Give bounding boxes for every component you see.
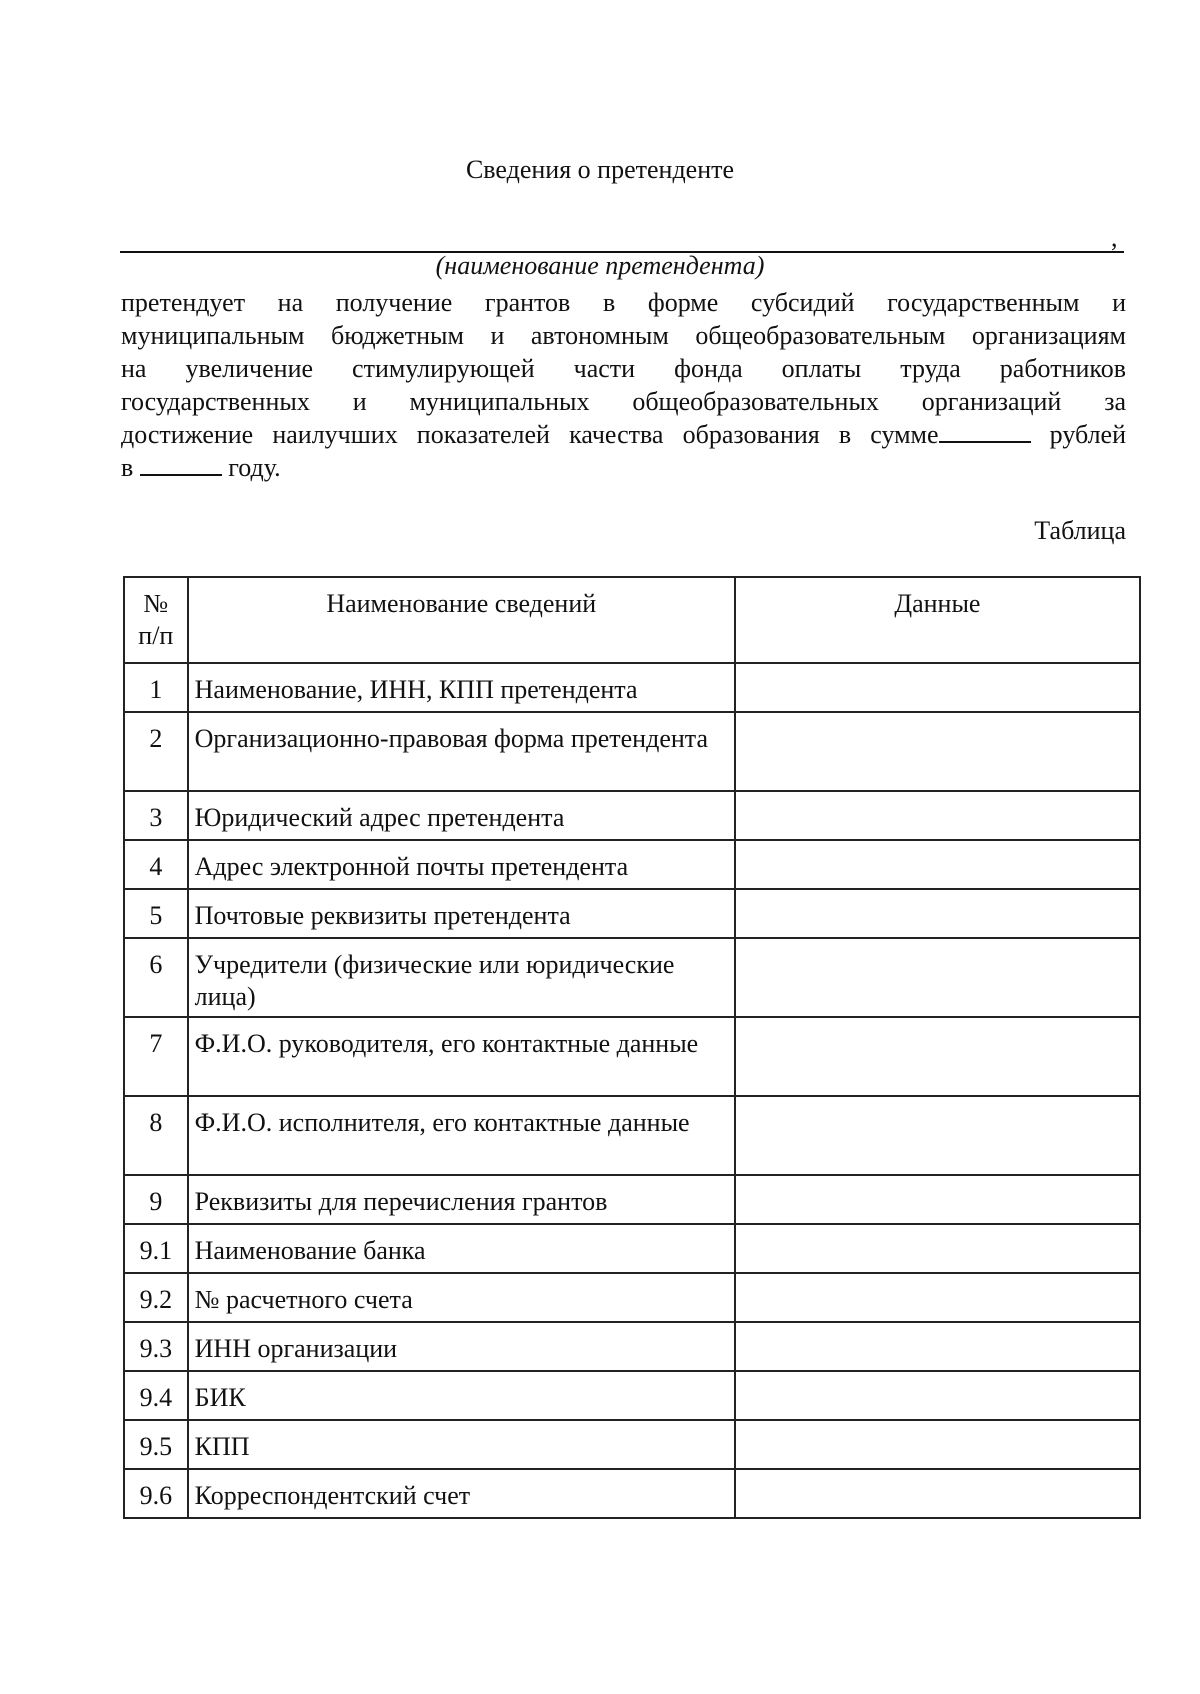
row-data-cell[interactable] [735,663,1140,712]
row-label: КПП [188,1420,735,1469]
row-number: 4 [124,840,188,889]
row-label: № расчетного счета [188,1273,735,1322]
row-data-cell[interactable] [735,1096,1140,1175]
row-data-cell[interactable] [735,1017,1140,1096]
row-number: 6 [124,938,188,1017]
row-number: 5 [124,889,188,938]
row-number: 9.2 [124,1273,188,1322]
row-data-cell[interactable] [735,1322,1140,1371]
table-row [124,712,1140,791]
body-sum-text: достижение наилучших показателей качества образования в сумме [121,420,939,449]
row-label: ИНН организации [188,1322,735,1371]
table-row [124,1322,1140,1371]
row-data-cell[interactable] [735,1420,1140,1469]
applicant-name-comma: , [1111,223,1118,252]
row-label: Реквизиты для перечисления грантов [188,1175,735,1224]
body-line: государственных и муниципальных общеобразовательных организаций за [121,387,1126,416]
body-sum-unit: рублей [1030,420,1127,449]
table-row [124,1224,1140,1273]
row-data-cell[interactable] [735,840,1140,889]
row-data-cell[interactable] [735,938,1140,1017]
row-data-cell[interactable] [735,1371,1140,1420]
row-number: 7 [124,1017,188,1096]
row-label: Ф.И.О. исполнителя, его контактные данные [188,1096,735,1175]
row-label: БИК [188,1371,735,1420]
row-number: 9.6 [124,1469,188,1518]
table-row [124,1175,1140,1224]
row-data-cell[interactable] [735,889,1140,938]
header-number-abbr: п/п [138,621,174,650]
table-row [124,1371,1140,1420]
row-number: 3 [124,791,188,840]
row-label: Ф.И.О. руководителя, его контактные данные [188,1017,735,1096]
body-line: на увеличение стимулирующей части фонда оплаты труда работников [121,354,1126,383]
row-label: Адрес электронной почты претендента [188,840,735,889]
row-label: Организационно-правовая форма претендента [188,712,735,791]
row-number: 9 [124,1175,188,1224]
header-data: Данные [735,577,1140,663]
row-label: Наименование банка [188,1224,735,1273]
row-number: 9.1 [124,1224,188,1273]
table-row [124,663,1140,712]
body-year-prefix: в [121,453,140,482]
row-data-cell[interactable] [735,1175,1140,1224]
year-blank[interactable] [140,452,222,476]
table-row [124,1273,1140,1322]
row-data-cell[interactable] [735,1469,1140,1518]
body-paragraph [121,286,1126,484]
table-header-row [124,577,1140,663]
document-title: Сведения о претенденте [465,155,735,184]
row-label: Юридический адрес претендента [188,791,735,840]
table-row [124,791,1140,840]
table-row [124,840,1140,889]
row-data-cell[interactable] [735,712,1140,791]
body-year-suffix: году. [221,453,281,482]
table-row [124,1096,1140,1175]
row-label: Корреспондентский счет [188,1469,735,1518]
row-data-cell[interactable] [735,1273,1140,1322]
table-row [124,1420,1140,1469]
row-label: Почтовые реквизиты претендента [188,889,735,938]
body-year-line [121,451,1126,484]
row-number: 9.3 [124,1322,188,1371]
row-number: 1 [124,663,188,712]
table-row [124,1469,1140,1518]
table-row [124,889,1140,938]
applicant-info-table [123,576,1141,1519]
table-label: Таблица [1034,516,1126,545]
row-number: 8 [124,1096,188,1175]
row-number: 2 [124,712,188,791]
row-data-cell[interactable] [735,1224,1140,1273]
header-number [124,577,188,663]
sum-blank[interactable] [939,419,1031,443]
table-row [124,1017,1140,1096]
row-label: Наименование, ИНН, КПП претендента [188,663,735,712]
body-line: претендует на получение грантов в форме субсидий государственным и [121,288,1126,317]
row-number: 9.5 [124,1420,188,1469]
header-number-sign: № [143,589,169,618]
body-sum-line [121,418,1126,451]
header-name: Наименование сведений [188,577,735,663]
table-row [124,938,1140,1017]
applicant-name-caption: (наименование претендента) [435,251,765,280]
row-label: Учредители (физические или юридические лица) [188,938,735,1017]
row-data-cell[interactable] [735,791,1140,840]
row-number: 9.4 [124,1371,188,1420]
body-line: муниципальным бюджетным и автономным общеобразовательным организациям [121,321,1126,350]
